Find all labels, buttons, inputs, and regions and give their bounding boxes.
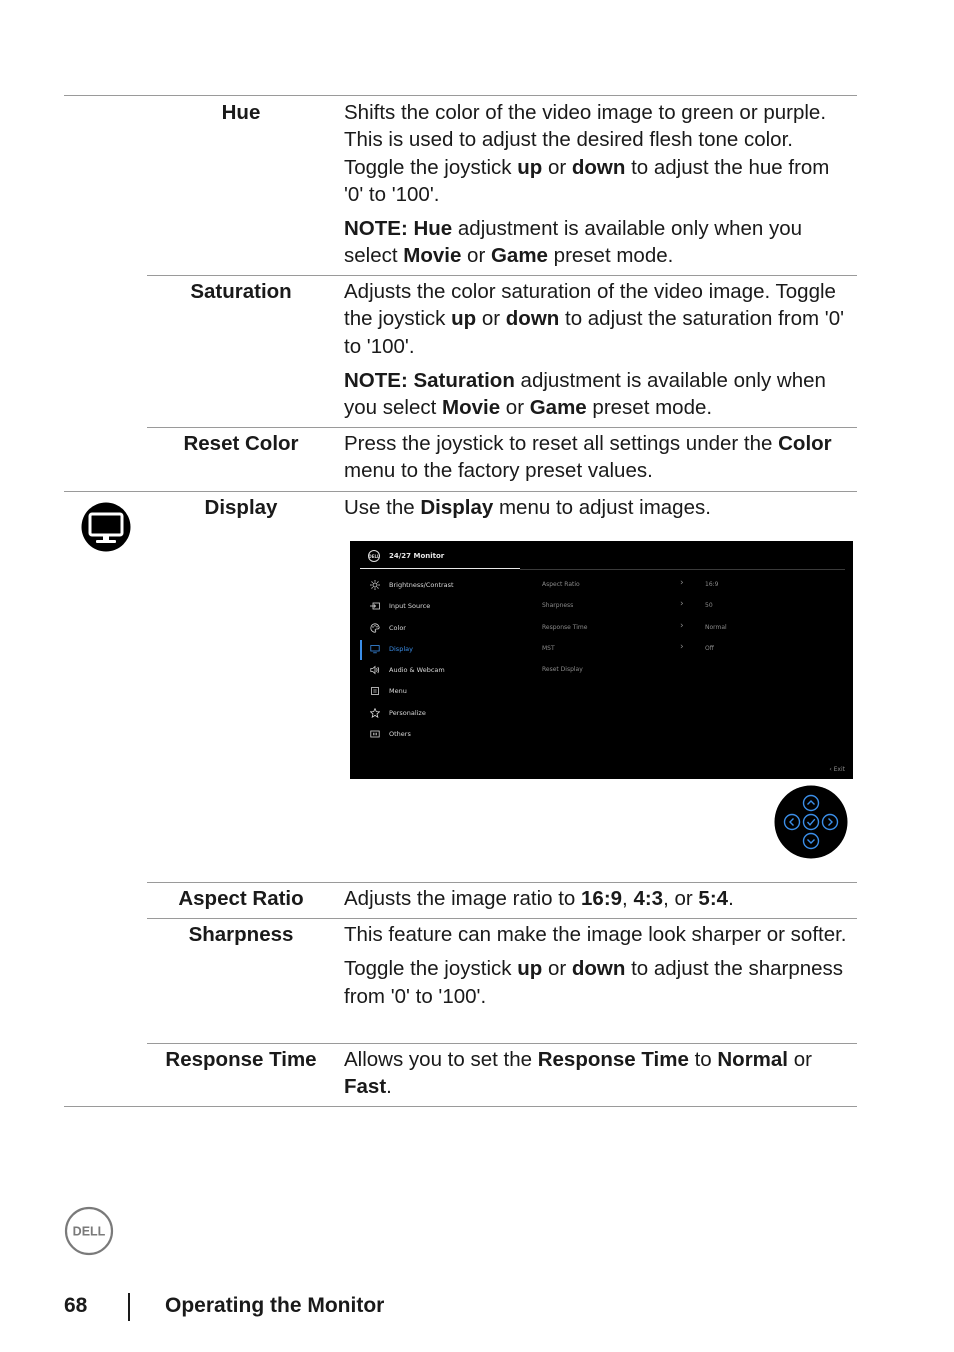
osd-menu-label: Others (389, 730, 411, 738)
bold-term: up (451, 307, 477, 331)
osd-menu-item-display[interactable] (370, 642, 413, 656)
text-run: Toggle the joystick (344, 957, 518, 981)
text-run: to adjust the saturation from '0' to '100'. (344, 307, 845, 358)
chevron-left-icon: ‹ (829, 766, 834, 773)
text-run: or (500, 396, 530, 420)
dell-logo (64, 1206, 114, 1256)
osd-sub-value: 16:9 (705, 581, 719, 588)
desc-paragraph (344, 99, 849, 208)
term-response-time: Response Time (165, 1048, 317, 1071)
desc-paragraph (344, 278, 849, 360)
osd-menu-item-color[interactable] (370, 621, 406, 635)
text-run: or (542, 155, 572, 179)
text-run: menu to adjust images. (493, 496, 711, 519)
osd-menu-item-input-source[interactable] (370, 599, 430, 613)
osd-menu-label: Display (389, 645, 413, 653)
osd-menu-label: Personalize (389, 709, 426, 717)
text-run: or (461, 244, 491, 268)
bold-term: NOTE: Hue (344, 217, 453, 241)
sun-icon (370, 580, 380, 590)
osd-sub-response-time[interactable]: Response Time (542, 624, 588, 631)
text-run: , (622, 887, 634, 910)
joystick-icon (774, 785, 848, 859)
chevron-right-icon: › (680, 642, 684, 652)
rule-sharpness-response (147, 1043, 857, 1044)
osd-menu-item-personalize[interactable] (370, 706, 426, 720)
text-run: adjustment is available only when you select (344, 368, 826, 420)
bold-term: Movie (403, 244, 462, 268)
text-run: Adjusts the image ratio to (344, 887, 582, 910)
desc-response-time (344, 1046, 849, 1101)
star-icon (370, 708, 380, 718)
rule-hue-saturation (147, 275, 857, 276)
bold-term: 5:4 (698, 887, 729, 910)
palette-icon (370, 623, 380, 633)
monitor-icon (370, 644, 380, 654)
desc-hue (344, 99, 849, 270)
bold-term: down (505, 307, 560, 331)
bold-term: 4:3 (633, 887, 664, 910)
chevron-right-icon: › (680, 621, 684, 631)
osd-divider (520, 569, 845, 570)
osd-sub-value: Normal (705, 624, 727, 631)
rule-top (64, 95, 857, 96)
text-run: preset mode. (547, 244, 674, 268)
display-monitor-icon (81, 502, 131, 552)
text-run: Allows you to set the (344, 1048, 538, 1071)
bold-term: down (571, 957, 626, 981)
text-run: Shifts the color of the video image to green or purple. This is used to adjust the desired flesh tone color. Toggle the joystick (344, 101, 827, 179)
osd-sub-value: Off (705, 645, 714, 652)
rule-saturation-reset (147, 427, 857, 428)
osd-menu-label: Color (389, 624, 406, 632)
osd-menu-label: Audio & Webcam (389, 666, 445, 674)
desc-paragraph (344, 494, 849, 521)
rule-bottom (64, 1106, 857, 1107)
osd-sub-mst[interactable]: MST (542, 645, 555, 652)
text-run: to (688, 1048, 718, 1071)
text-run: menu to the factory preset values. (344, 459, 653, 483)
osd-exit-button[interactable] (829, 766, 845, 773)
bold-term: Color (778, 432, 832, 455)
desc-display (344, 494, 849, 521)
rule-aspect-sharpness (147, 918, 857, 919)
footer-divider (128, 1293, 130, 1321)
term-reset-color: Reset Color (183, 432, 299, 455)
bold-term: Game (529, 396, 587, 420)
text-run: Adjusts the color saturation of the video image. Toggle the joystick (344, 280, 836, 331)
text-run: . (728, 887, 734, 910)
desc-saturation (344, 278, 849, 421)
bold-term: up (517, 957, 543, 981)
chevron-right-icon: › (680, 578, 684, 588)
others-icon (370, 729, 380, 739)
osd-menu-screenshot (350, 541, 853, 779)
dell-logo-text: DELL (72, 1224, 106, 1239)
text-run: to adjust the hue from '0' to '100'. (344, 155, 830, 206)
text-run: preset mode. (586, 396, 713, 420)
text-run: to adjust the sharpness from '0' to '100'. (344, 957, 844, 1008)
text-run: Use the (344, 496, 421, 519)
section-title: Operating the Monitor (165, 1294, 385, 1317)
desc-aspect-ratio (344, 885, 849, 912)
text-run: or (542, 957, 572, 981)
text-run: . (386, 1075, 392, 1099)
text-run: Press the joystick to reset all settings under the (344, 432, 779, 455)
bold-term: Game (490, 244, 548, 268)
osd-sub-value: 50 (705, 602, 713, 609)
bold-term: Movie (442, 396, 501, 420)
desc-sharpness (344, 921, 849, 1010)
bold-term: 16:9 (581, 887, 623, 910)
input-icon (370, 601, 380, 611)
osd-tab-underline (360, 568, 520, 569)
text-run: , or (663, 887, 699, 910)
rule-reset-display (64, 491, 857, 492)
rule-display-aspect (147, 882, 857, 883)
osd-title: 24/27 Monitor (389, 552, 445, 560)
chevron-right-icon: › (680, 599, 684, 609)
text-run: or (476, 307, 506, 331)
text-run: This feature can make the image look sharper or softer. (344, 923, 847, 946)
bold-term: NOTE: Saturation (344, 368, 515, 392)
osd-menu-item-brightness[interactable] (370, 578, 454, 592)
bold-term: Response Time (537, 1048, 689, 1071)
osd-menu-label: Input Source (389, 602, 431, 610)
desc-reset-color (344, 430, 849, 485)
text-run: adjustment is available only when you select (344, 217, 803, 268)
desc-paragraph (344, 367, 849, 422)
term-display: Display (204, 496, 278, 519)
term-hue: Hue (221, 101, 261, 124)
osd-exit-label: Exit (833, 766, 845, 773)
bold-term: Fast (344, 1075, 387, 1099)
osd-menu-label: Brightness/Contrast (389, 581, 454, 589)
speaker-icon (370, 665, 380, 675)
desc-paragraph (344, 1046, 849, 1101)
osd-sub-reset-display[interactable]: Reset Display (542, 666, 583, 673)
osd-menu-item-menu[interactable] (370, 684, 407, 698)
osd-menu-item-audio-webcam[interactable] (370, 663, 445, 677)
desc-paragraph (344, 430, 849, 485)
term-saturation: Saturation (190, 280, 292, 303)
osd-active-indicator (360, 640, 362, 660)
text-run: or (788, 1048, 812, 1071)
osd-sub-aspect-ratio[interactable]: Aspect Ratio (542, 581, 580, 588)
bold-term: down (571, 155, 626, 179)
term-aspect-ratio: Aspect Ratio (178, 887, 304, 910)
desc-paragraph (344, 885, 849, 912)
term-sharpness: Sharpness (188, 923, 294, 946)
osd-menu-item-others[interactable] (370, 727, 411, 741)
osd-sub-sharpness[interactable]: Sharpness (542, 602, 574, 609)
page-number: 68 (64, 1294, 88, 1317)
osd-dell-logo: DELL (368, 550, 380, 562)
bold-term: up (517, 155, 543, 179)
bold-term: Normal (717, 1048, 789, 1071)
menu-icon (370, 686, 380, 696)
desc-paragraph (344, 215, 849, 270)
bold-term: Display (420, 496, 494, 519)
desc-paragraph (344, 921, 849, 948)
desc-paragraph (344, 955, 849, 1010)
osd-menu-label: Menu (389, 687, 407, 695)
